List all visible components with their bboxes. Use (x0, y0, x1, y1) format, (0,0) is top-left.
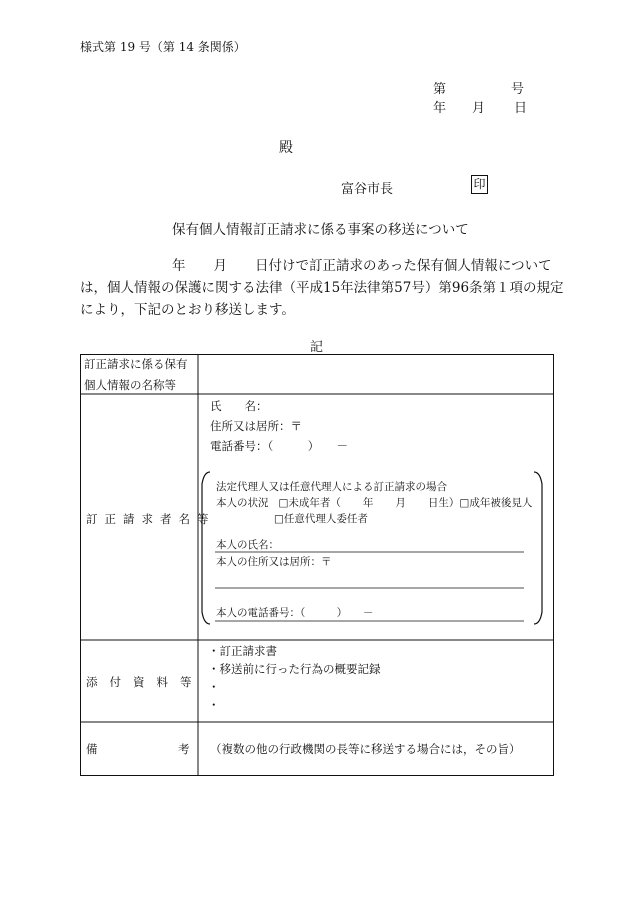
header-month: 月 (472, 101, 486, 116)
requester-name-line: 氏 名： (210, 399, 268, 413)
attachment-item: ・ (208, 680, 220, 694)
row2-label: 訂正請求者名等 (86, 512, 216, 526)
body-paragraph (80, 255, 564, 321)
body-line-2: は，個人情報の保護に関する法律（平成15年法律第57号）第96条第１項の規定 (80, 280, 564, 296)
principal-phone: 本人の電話番号：（ ） － (216, 607, 374, 619)
seal-mark: 印 (471, 175, 488, 194)
proxy-left-bracket (202, 472, 210, 624)
status-label: 本人の状況 (216, 497, 269, 509)
requester-address-line: 住所又は居所：〒 (210, 419, 302, 433)
principal-address: 本人の住所又は居所：〒 (216, 556, 332, 568)
birth-month: 月 (395, 497, 406, 509)
adult-guardian-checkbox: □成年被後見人 (459, 497, 533, 509)
birth-year: 年 (362, 497, 374, 509)
delegator-checkbox: □任意代理人委任者 (274, 513, 368, 525)
proxy-title: 法定代理人又は任意代理人による訂正請求の場合 (216, 481, 447, 493)
body-year: 年 (172, 258, 186, 274)
minor-checkbox: □未成年者（ (278, 497, 341, 509)
row3-label: 添付資料等 (86, 675, 204, 689)
attachment-item: ・ (208, 698, 220, 712)
header-year: 年 (433, 101, 447, 116)
attachment-item: ・移送前に行った行為の概要記録 (208, 662, 381, 676)
header-number-prefix: 第 (433, 82, 447, 97)
attachments-list (208, 642, 381, 714)
attachment-item: ・訂正請求書 (208, 644, 277, 658)
body-line-1 (80, 255, 560, 277)
header-number-suffix: 号 (511, 82, 525, 97)
issuer-name: 富谷市長 (341, 182, 394, 197)
transfer-form-table (80, 354, 554, 776)
form-number: 様式第 19 号（第 14 条関係） (80, 40, 246, 54)
addressee-suffix: 殿 (279, 140, 293, 156)
proxy-right-bracket (534, 472, 542, 624)
birth-day: 日生） (427, 497, 460, 509)
row1-label: 訂正請求に係る保有 個人情報の名称等 (84, 357, 188, 392)
ki-heading: 記 (310, 340, 324, 355)
remarks-note: （複数の他の行政機関の長等に移送する場合には，その旨） (210, 742, 521, 756)
document-title: 保有個人情報訂正請求に係る事案の移送について (172, 222, 469, 238)
principal-status-line (216, 496, 532, 511)
body-line-1-rest: 日付けで訂正請求のあった保有個人情報について (255, 258, 552, 274)
header-day: 日 (514, 101, 528, 116)
body-month: 月 (213, 258, 227, 274)
remarks-label-right: 考 (178, 742, 190, 756)
body-line-3: により，下記のとおり移送します。 (80, 302, 295, 318)
principal-name: 本人の氏名： (216, 539, 279, 551)
remarks-label-left: 備 (86, 742, 98, 756)
requester-phone-line: 電話番号：（ ） － (210, 439, 348, 453)
